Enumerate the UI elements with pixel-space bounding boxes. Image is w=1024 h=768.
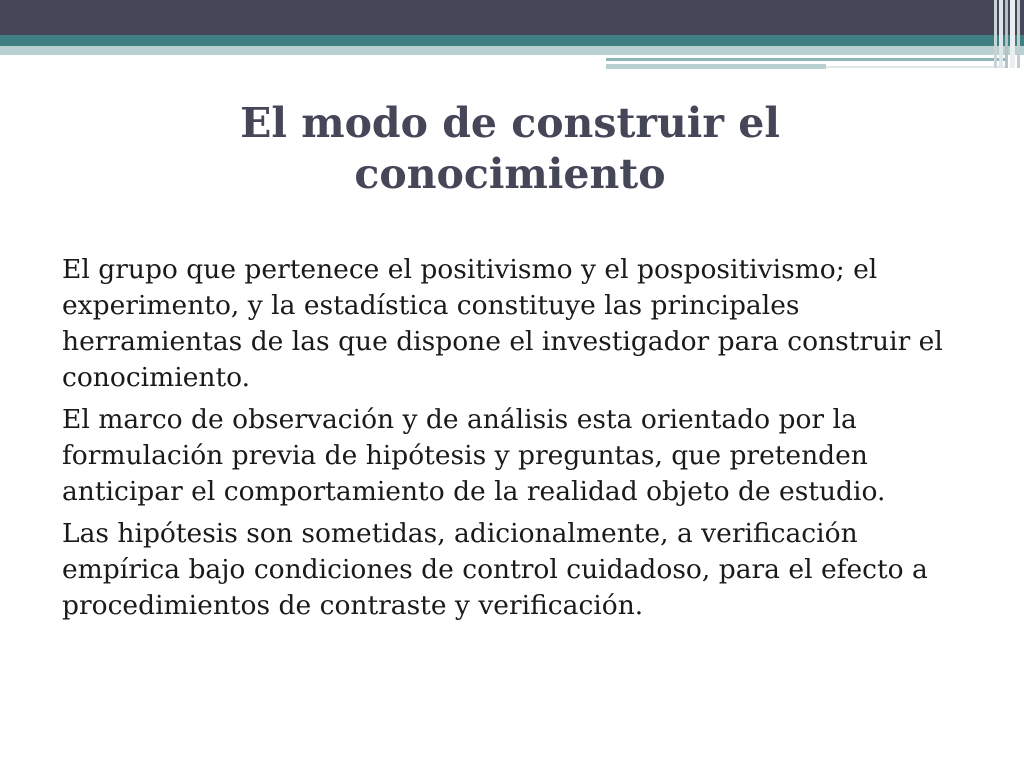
body-paragraph: El grupo que pertenece el positivismo y el pospositivismo; el experimento, y la estadística constituye las principales herramientas de las que dispone el investigador para construir el conocimiento. (62, 254, 943, 393)
header-accent-line (606, 64, 826, 69)
slide-title: El modo de construir el conocimiento (240, 99, 780, 198)
body-paragraph: El marco de observación y de análisis esta orientado por la formulación previa de hipótesis y preguntas, que pretenden anticipar el comportamiento de la realidad objeto de estudio. (62, 404, 886, 507)
header-band-teal (0, 35, 1024, 46)
body-paragraph: Las hipótesis son sometidas, adicionalmente, a verificación empírica bajo condiciones de control cuidadoso, para el efecto a procedimientos de contraste y verificación. (62, 518, 928, 621)
edge-stripe (1017, 0, 1020, 68)
edge-stripe (1010, 0, 1015, 68)
header-band-light (0, 46, 1024, 55)
header-accent-line (826, 66, 1006, 68)
header-accent-line (606, 58, 1006, 61)
header-band-dark (0, 0, 1024, 35)
edge-stripe (1005, 0, 1008, 68)
edge-stripe (994, 0, 997, 68)
edge-stripe (999, 0, 1003, 68)
slide-body (62, 252, 982, 630)
